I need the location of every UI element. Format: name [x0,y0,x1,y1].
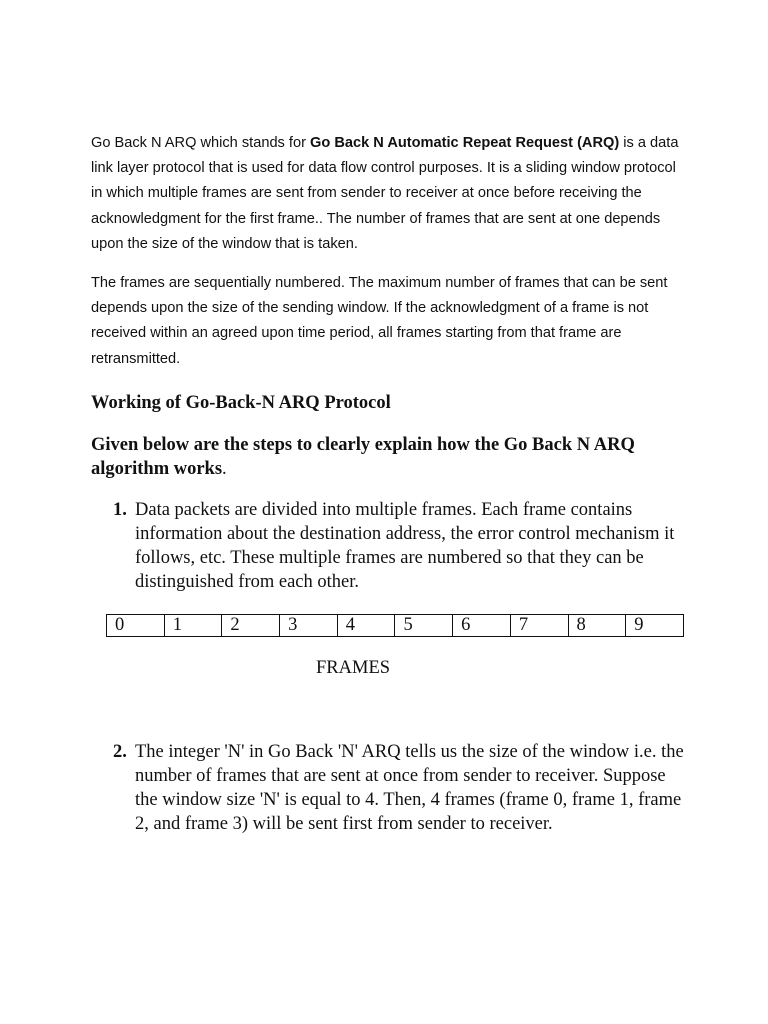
step-text: Data packets are divided into multiple frames. Each frame contains information about the destination address, the error control mechanism it follows, etc. These multiple frames are numbered so that they can be distinguished from each other. [135,500,675,592]
frame-cell-9: 9 [626,615,684,637]
frame-cell-4: 4 [337,615,395,637]
step-number: 1. [113,500,127,520]
intro-lead: Go Back N ARQ which stands for [91,135,310,151]
frame-cell-0: 0 [107,615,165,637]
step-item-1 [91,498,691,598]
frame-cell-5: 5 [395,615,453,637]
frame-cell-6: 6 [453,615,511,637]
intro-bold-term: Go Back N Automatic Repeat Request (ARQ) [310,135,620,151]
frame-cell-1: 1 [164,615,222,637]
frames-row [107,615,684,637]
frame-cell-8: 8 [568,615,626,637]
frames-paragraph [91,271,691,372]
frame-cell-3: 3 [280,615,338,637]
frames-label: FRAMES [316,658,391,678]
step-item-2 [91,740,691,860]
steps-intro-end: . [222,459,227,479]
step-text: The integer 'N' in Go Back 'N' ARQ tells us the size of the window i.e. the number of frames that are sent at once from sender to receiver. Suppose the window size 'N' is equal to 4. Then, 4 frames (frame 0, frame 1, frame 2, and frame 3) will be sent first from sender to receiver. [135,742,684,834]
steps-intro [91,433,691,481]
steps-intro-bold: Given below are the steps to clearly explain how the Go Back N ARQ algorithm works [91,435,635,479]
intro-rest: is a data link layer protocol that is used for data flow control purposes. It is a sliding window protocol in which multiple frames are sent from sender to receiver at once before receiving the acknowledgment for the first frame.. The number of frames that are sent at one depends upon the size of the window that is taken. [91,135,679,252]
intro-paragraph [91,131,691,257]
frame-cell-2: 2 [222,615,280,637]
step-number: 2. [113,742,127,762]
frame-cell-7: 7 [510,615,568,637]
frames-paragraph-text: The frames are sequentially numbered. The maximum number of frames that can be sent depends upon the size of the sending window. If the acknowledgment of a frame is not received within an agreed upon time period, all frames starting from that frame are retransmitted. [91,275,668,367]
frames-table [106,614,684,637]
section-heading: Working of Go-Back-N ARQ Protocol [91,393,391,413]
